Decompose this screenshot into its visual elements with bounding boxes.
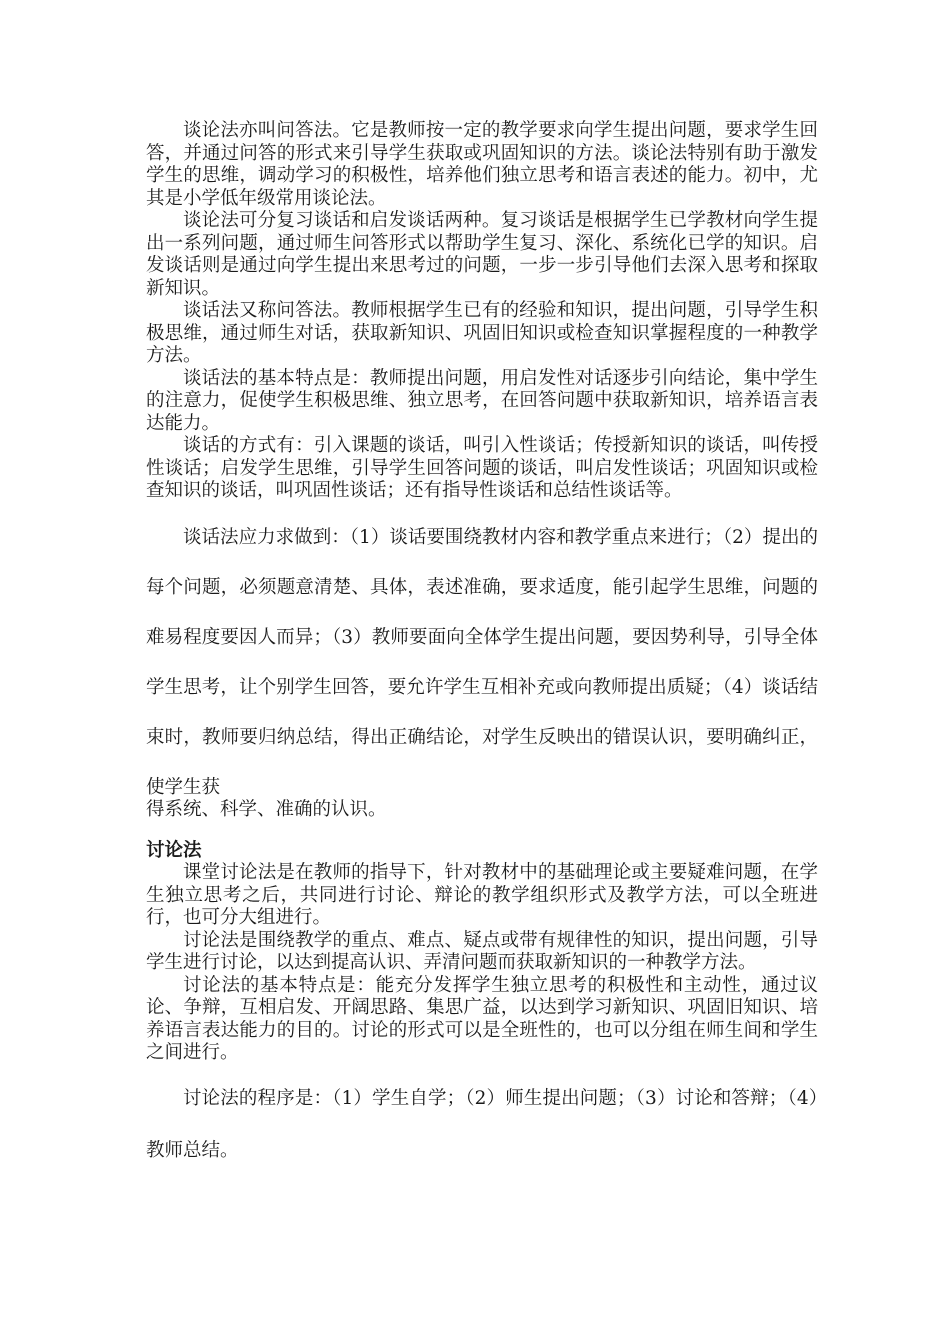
paragraph-discussion-method-intro: 谈论法亦叫问答法。它是教师按一定的教学要求向学生提出问题，要求学生回答，并通过问答的形式来引导学生获取或巩固知识的方法。谈论法特别有助于激发学生的思维，调动学习的积极性，培养他们独立思考和语言表述的能力。初中，尤其是小学低年级常用谈论法。 — [146, 120, 818, 209]
paragraph-talk-modes: 谈话的方式有：引入课题的谈话，叫引入性谈话；传授新知识的谈话，叫传授性谈话；启发学生思维，引导学生回答问题的谈话，叫启发性谈话；巩固知识或检查知识的谈话，叫巩固性谈话；还有指导性谈话和总结性谈话等。 — [146, 435, 818, 501]
paragraph-talk-method-features: 谈话法的基本特点是：教师提出问题，用启发性对话逐步引向结论，集中学生的注意力，促使学生积极思维、独立思考，在回答问题中获取新知识，培养语言表达能力。 — [146, 367, 818, 434]
document-body — [146, 120, 818, 1177]
paragraph-talk-requirements-tail: 得系统、科学、准确的认识。 — [146, 798, 387, 820]
paragraph-discussion-focus: 讨论法是围绕教学的重点、难点、疑点或带有规律性的知识，提出问题，引导学生进行讨论，以达到提高认识、弄清问题而获取新知识的一种教学方法。 — [146, 929, 818, 973]
paragraph-talk-method-definition: 谈话法又称问答法。教师根据学生已有的经验和知识，提出问题，引导学生积极思维，通过师生对话，获取新知识、巩固旧知识或检查知识掌握程度的一种教学方法。 — [146, 300, 818, 366]
paragraph-talk-requirements: 谈话法应力求做到：（1）谈话要围绕教材内容和教学重点来进行；（2）提出的每个问题，必须题意清楚、具体，表述准确，要求适度，能引起学生思维，问题的难易程度要因人而异；（3）教师要面向全体学生提出问题，要因势利导，引导全体学生思考，让个别学生回答，要允许学生互相补充或向教师提出质疑；（4）谈话结束时，教师要归纳总结，得出正确结论，对学生反映出的错误认识，要明确纠正，使学生获 — [146, 526, 818, 798]
paragraph-discussion-procedure: 讨论法的程序是：（1）学生自学；（2）师生提出问题；（3）讨论和答辩；（4）教师总结。 — [146, 1087, 818, 1161]
paragraph-class-discussion-definition: 课堂讨论法是在教师的指导下，针对教材中的基础理论或主要疑难问题，在学生独立思考之后，共同进行讨论、辩论的教学组织形式及教学方法，可以全班进行，也可分大组进行。 — [146, 862, 818, 928]
section-heading-discussion: 讨论法 — [146, 839, 202, 861]
paragraph-discussion-types: 谈论法可分复习谈话和启发谈话两种。复习谈话是根据学生已学教材向学生提出一系列问题，通过师生问答形式以帮助学生复习、深化、系统化已学的知识。启发谈话则是通过向学生提出来思考过的问题，一步一步引导他们去深入思考和探取新知识。 — [146, 210, 818, 299]
paragraph-discussion-features: 讨论法的基本特点是：能充分发挥学生独立思考的积极性和主动性，通过议论、争辩，互相启发、开阔思路、集思广益，以达到学习新知识、巩固旧知识、培养语言表达能力的目的。讨论的形式可以是全班性的，也可以分组在师生间和学生之间进行。 — [146, 974, 818, 1063]
